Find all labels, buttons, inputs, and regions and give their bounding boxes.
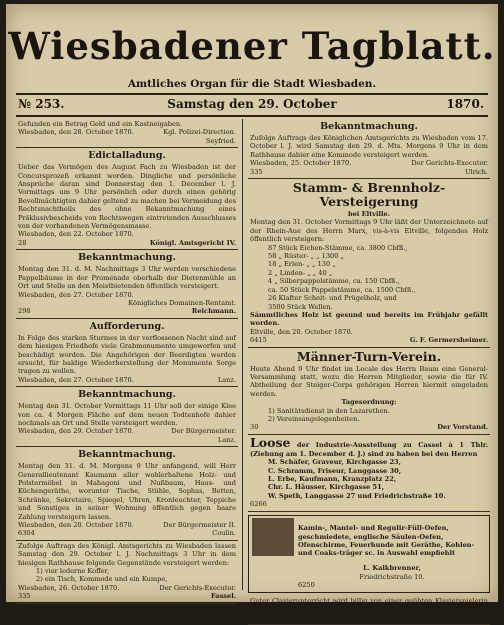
signer: Der Vorstand. (437, 423, 488, 432)
ad-number: 4751 (471, 613, 488, 622)
found-money-notice (16, 119, 238, 148)
newspaper-subtitle: Amtliches Organ für die Stadt Wiesbaden. (127, 78, 377, 90)
wood-list (250, 244, 488, 311)
notice-text: Gefunden ein Betrag Geld und ein Kastneigaben. (18, 120, 183, 128)
list-item: 26 Klafter Scheit- und Prügelholz, und (268, 294, 397, 303)
list-item: W. Speth, Langgasse 27 und Friedrichstraße 10. (268, 491, 446, 500)
notice-heading: Edictalladung. (88, 150, 166, 162)
authority: Königl. Amtsgericht IV. (149, 238, 236, 247)
ad-number: 335 (18, 592, 31, 601)
list-item: L. Erbe, Kaufmann, Kranzplatz 22, (268, 475, 397, 483)
furniture-auction-notice (16, 447, 238, 541)
notice-heading: Aufforderung. (89, 320, 165, 332)
list-item: 2) Vereinsangelegenheiten. (268, 414, 360, 423)
lottery-ad (248, 435, 490, 512)
list-item: 2 „ Linden- „ „ 40 „ (268, 268, 333, 277)
place-date: Wiesbaden, den 28. October 1870. (18, 128, 134, 137)
list-item: ca. 50 Stück Pappelstämme, ca. 1500 Cbfß., (268, 285, 416, 294)
notice-body: Zufolge Auftrags des Königlichen Amtsgerichts zu Wiesbaden vom 17. October l. J. wird Samstag den 29. d. Mts. Morgens 9 Uhr in dem Rathhause dahier eine Kommode versteigert werden. (250, 134, 488, 159)
agenda-title: Tagesordnung: (341, 398, 397, 407)
agenda-list (250, 407, 488, 424)
ad-number: 6304 (18, 529, 35, 538)
ad-heading: Loose (250, 434, 291, 450)
list-item: 58 „ Rüster- „ „ 1300 „ (268, 252, 344, 261)
ad-number: 335 (250, 167, 263, 176)
ad-number: 28 (18, 238, 27, 247)
ad-number: 6250 (298, 581, 315, 590)
newspaper-page (6, 4, 498, 622)
notice-heading: Bekanntmachung. (78, 252, 176, 264)
place-date: Wiesbaden, den 27. October 1870. (18, 290, 134, 299)
list-item: 4 „ Silberpappelstämme, ca. 150 Cbfß., (268, 277, 400, 286)
seller-list (250, 458, 488, 500)
place-date: Wiesbaden, den 27. October 1870. (18, 375, 134, 384)
ad-number: 6266 (250, 500, 267, 509)
notice-body: Ueber das Vermögen des August Fach zu Wiesbaden ist der Concursprozeß erkannt worden. Dingliche und persönliche Ansprüche daran sind Donnerstag den 1. December l. J. Vormittags um 9 Uhr persönlich oder durch einen gehörig Bevollmächtigten dahier geltend zu machen bei Vermeidung des Rechtsnachtheils des ohne Bekanntmachung eines Präklusivbescheids von Rechtswegen eintretenden Ausschlusses von der vorhandenen Vermögensmasse. (18, 163, 236, 231)
stove-icon (252, 518, 294, 556)
signer: G. F. Germersheimer. (409, 336, 488, 345)
right-column (248, 119, 490, 622)
signer: Fassel. (210, 592, 236, 601)
newspaper-title: Wiesbadener Tagblatt. (8, 24, 496, 68)
notice-heading: Bekanntmachung. (320, 121, 418, 132)
place-date: Wiesbaden, 26. October 1870. (18, 583, 120, 592)
ad-body: Heute Abend 9 Uhr findet im Locale des Herrn Baum eine General-Versammlung statt, wozu die Herren Mitglieder, sowie die für IV. Abtheilung der Steiger-Corps gehörigen Herren hiermit eingeladen werden. (250, 364, 488, 398)
notice-body: Montag den 31. d. M. Morgens 9 Uhr anfangend, will Herr Generallieutenant Kaumann aller wohlerhaltene Holz- und Polstermöbel in Mahagoni und Nußbaum, Haus- und Küchengeräthe, worunter Tische, Stühle, Sophas, Betten, Schränke, Sekretaire, Spiegel, Uhren, Kronleuchter, Teppiche und Sonstiges in seiner Wohnung öffentlich gegen baare Zahlung versteigern lassen. (18, 462, 236, 521)
ad-firm: L. Kalkbrenner, (363, 564, 421, 573)
notice-body: Montag den 31. October Vormittags 11 Uhr soll der einige Klee von ca. 4 Morgen Fläche auf dem neuen Todtenhofe dahier nochmals an Ort und Stelle versteigert werden. (18, 402, 236, 427)
poplar-auction-notice (16, 250, 238, 318)
authority: Der Gerichts-Executor. (159, 583, 236, 592)
ad-body: der Industrie-Ausstellung zu Cassel à 1 Thlr. (Ziehung am 1. December d. J.) sind zu haben bei den Herren (250, 440, 488, 458)
ad-note: Sämmtliches Holz ist gesund und bereits im Frühjahr gefällt worden. (250, 310, 488, 328)
list-item: M. Schäfer, Graveur, Kirchgasse 23, (268, 458, 401, 467)
list-item: 18 „ Erlen- „ „ 130 „ (268, 260, 336, 269)
signer: Coulin. (212, 529, 236, 538)
ad-number: 30 (250, 423, 259, 432)
ad-address: Friedrichstraße 10. (359, 572, 425, 581)
edict-notice (16, 148, 238, 250)
issue-line (16, 93, 488, 117)
ad-number: 298 (18, 307, 31, 316)
clover-auction-notice (16, 387, 238, 447)
issue-number: № 253. (18, 97, 65, 111)
authority: Der Bürgermeister II. (163, 521, 236, 530)
wood-auction-ad (248, 179, 490, 348)
column-divider (242, 119, 243, 590)
notice-heading: Bekanntmachung. (78, 389, 176, 401)
place-date: Wiesbaden, den 20. October 1870. (18, 521, 134, 530)
signer: Ulrich. (465, 167, 488, 176)
list-item: 3500 Stück Wellen. (268, 302, 333, 311)
notice-body: Montag den 31. d. M. Nachmittags 3 Uhr werden verschiedene Pappelbäume in der Promenade oberhalb der Dietenmühle an Ort und Stelle an den Meistbietenden öffentlich versteigert. (18, 265, 236, 291)
authority: Königliches Domainen-Rentamt. (128, 298, 236, 307)
place-date: Eltville, den 20. October 1870. (250, 327, 353, 336)
ad-number: 6415 (250, 336, 267, 345)
signer: Lanz. (217, 375, 236, 384)
signer: Seyfried. (205, 136, 236, 145)
ad-body: Kamin-, Mantel- und Regulir-Füll-Oefen, geschmiedete, englische Säulen-Oefen, Ofenschirme, Feuerhunde mit Geräthe, Kohlen- und Coaks-träger sc. in Auswahl empfiehlt (298, 524, 475, 558)
dresser-auction-notice (248, 119, 490, 179)
notice-heading: Bekanntmachung. (78, 449, 176, 461)
issue-year: 1870. (446, 97, 484, 111)
notice-body: Zufolge Auftrags des Königl. Amtsgerichts zu Wiesbaden lassen Samstag den 29. October l. J. Nachmittags 3 Uhr in dem hiesigen Rathhause folgende Gegenstände versteigert werden: (18, 541, 236, 567)
cemetery-appeal (16, 319, 238, 387)
place-date: Wiesbaden, den 29. October 1870. (18, 427, 134, 436)
trunk-auction-notice (16, 541, 238, 604)
place-date: Wiesbaden, 25. October 1870. (250, 159, 352, 168)
list-item: 1) Sanitätsdienst in den Lazarethen. (268, 406, 390, 415)
left-column (16, 119, 238, 601)
authority: Der Gerichts-Executor. (411, 159, 488, 168)
notice-body: In Folge des starken Sturmes in der verflossenen Nacht sind auf dem hiesigen Friedhofe viele Grabmonumente umgeworfen und beschädigt worden. Die Angehörigen der Beerdigten werden ersucht, für baldige Wiederherstellung der Monumente Sorge tragen zu wollen. (18, 333, 236, 376)
ad-body: Montag den 31. October Vormittags 9 Uhr läßt der Unterzeichnete auf der Rhein-Aue des Herrn Marx, vis-à-vis Eltville, folgendes Holz öffentlich versteigern: (250, 218, 488, 244)
ad-place: bei Eltville. (347, 210, 391, 219)
piano-ad (248, 596, 490, 625)
ad-body: Guter Clavierunterricht wird billig von einer geübten Klavierspielerin ertheilt. Näheres Expedition. (250, 596, 488, 614)
list-item: 2) ein Tisch, Kommode und ein Kumpe, (36, 575, 168, 584)
stove-ad (248, 515, 490, 593)
authority: Der Bürgermeister. (171, 427, 236, 436)
authority: Kgl. Polizei-Direction. (163, 128, 236, 137)
list-item: 1) vier lederne Koffer, (36, 567, 110, 576)
signer: Reichmann. (191, 307, 236, 316)
list-item: C. Schramm, Friseur, Langgasse 30, (268, 466, 401, 475)
item-list (18, 567, 236, 584)
signer: Lanz. (217, 435, 236, 444)
place-date: Wiesbaden, den 22. October 1870. (18, 230, 134, 239)
issue-date: Samstag den 29. October (167, 97, 337, 111)
list-item: 87 Stück Eichen-Stämme, ca. 3800 Cbfß., (268, 243, 408, 252)
gym-club-ad (248, 348, 490, 435)
ad-heading: Männer-Turn-Verein. (296, 348, 442, 364)
list-item: Chr. L. Häusser, Kirchgasse 51, (268, 483, 385, 492)
ad-heading: Stamm- & Brennholz-Versteigerung (292, 180, 446, 210)
